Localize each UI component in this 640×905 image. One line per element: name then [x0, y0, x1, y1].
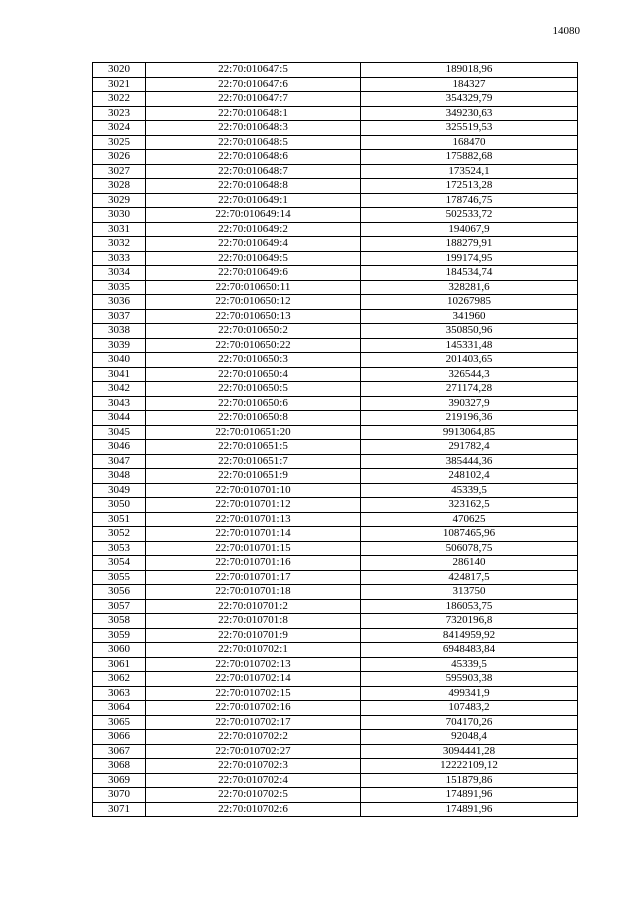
value-cell: 328281,6: [361, 280, 578, 295]
table-row: [93, 353, 578, 368]
cadastral-table: [92, 62, 578, 817]
table-row: [93, 164, 578, 179]
value-cell: 291782,4: [361, 440, 578, 455]
value-cell: 502533,72: [361, 208, 578, 223]
table-row: [93, 657, 578, 672]
cadastral-number-cell: 22:70:010701:13: [146, 512, 361, 527]
row-number-cell: 3069: [93, 773, 146, 788]
table-row: [93, 599, 578, 614]
table-row: [93, 715, 578, 730]
row-number-cell: 3055: [93, 570, 146, 585]
row-number-cell: 3058: [93, 614, 146, 629]
row-number-cell: 3037: [93, 309, 146, 324]
value-cell: 349230,63: [361, 106, 578, 121]
table-row: [93, 208, 578, 223]
cadastral-number-cell: 22:70:010647:5: [146, 63, 361, 78]
row-number-cell: 3049: [93, 483, 146, 498]
row-number-cell: 3063: [93, 686, 146, 701]
cadastral-number-cell: 22:70:010702:14: [146, 672, 361, 687]
table-row: [93, 121, 578, 136]
table-row: [93, 309, 578, 324]
table-row: [93, 730, 578, 745]
table-row: [93, 251, 578, 266]
row-number-cell: 3043: [93, 396, 146, 411]
value-cell: 506078,75: [361, 541, 578, 556]
cadastral-number-cell: 22:70:010701:18: [146, 585, 361, 600]
cadastral-number-cell: 22:70:010701:16: [146, 556, 361, 571]
row-number-cell: 3027: [93, 164, 146, 179]
row-number-cell: 3062: [93, 672, 146, 687]
row-number-cell: 3026: [93, 150, 146, 165]
row-number-cell: 3060: [93, 643, 146, 658]
cadastral-number-cell: 22:70:010701:17: [146, 570, 361, 585]
row-number-cell: 3033: [93, 251, 146, 266]
row-number-cell: 3045: [93, 425, 146, 440]
table-row: [93, 440, 578, 455]
row-number-cell: 3028: [93, 179, 146, 194]
value-cell: 6948483,84: [361, 643, 578, 658]
cadastral-number-cell: 22:70:010651:9: [146, 469, 361, 484]
cadastral-number-cell: 22:70:010702:16: [146, 701, 361, 716]
cadastral-number-cell: 22:70:010649:5: [146, 251, 361, 266]
table-row: [93, 396, 578, 411]
table-row: [93, 338, 578, 353]
table-row: [93, 614, 578, 629]
cadastral-number-cell: 22:70:010648:8: [146, 179, 361, 194]
row-number-cell: 3029: [93, 193, 146, 208]
cadastral-number-cell: 22:70:010648:1: [146, 106, 361, 121]
cadastral-number-cell: 22:70:010702:15: [146, 686, 361, 701]
table-row: [93, 237, 578, 252]
table-row: [93, 135, 578, 150]
table-row: [93, 382, 578, 397]
row-number-cell: 3042: [93, 382, 146, 397]
row-number-cell: 3022: [93, 92, 146, 107]
value-cell: 188279,91: [361, 237, 578, 252]
table-row: [93, 773, 578, 788]
cadastral-number-cell: 22:70:010650:11: [146, 280, 361, 295]
value-cell: 172513,28: [361, 179, 578, 194]
cadastral-number-cell: 22:70:010651:7: [146, 454, 361, 469]
table-row: [93, 425, 578, 440]
cadastral-number-cell: 22:70:010702:17: [146, 715, 361, 730]
row-number-cell: 3052: [93, 527, 146, 542]
value-cell: 219196,36: [361, 411, 578, 426]
row-number-cell: 3067: [93, 744, 146, 759]
value-cell: 178746,75: [361, 193, 578, 208]
table-row: [93, 106, 578, 121]
value-cell: 248102,4: [361, 469, 578, 484]
table-row: [93, 802, 578, 817]
table-row: [93, 193, 578, 208]
cadastral-number-cell: 22:70:010650:6: [146, 396, 361, 411]
value-cell: 350850,96: [361, 324, 578, 339]
cadastral-number-cell: 22:70:010649:2: [146, 222, 361, 237]
table-row: [93, 686, 578, 701]
table-row: [93, 367, 578, 382]
cadastral-number-cell: 22:70:010647:7: [146, 92, 361, 107]
row-number-cell: 3059: [93, 628, 146, 643]
row-number-cell: 3054: [93, 556, 146, 571]
table-row: [93, 280, 578, 295]
row-number-cell: 3031: [93, 222, 146, 237]
value-cell: 354329,79: [361, 92, 578, 107]
cadastral-number-cell: 22:70:010650:3: [146, 353, 361, 368]
table-row: [93, 512, 578, 527]
row-number-cell: 3050: [93, 498, 146, 513]
page-number: 14080: [552, 25, 580, 37]
cadastral-number-cell: 22:70:010701:14: [146, 527, 361, 542]
row-number-cell: 3034: [93, 266, 146, 281]
table-row: [93, 77, 578, 92]
cadastral-number-cell: 22:70:010702:4: [146, 773, 361, 788]
value-cell: 313750: [361, 585, 578, 600]
cadastral-number-cell: 22:70:010702:3: [146, 759, 361, 774]
row-number-cell: 3051: [93, 512, 146, 527]
cadastral-number-cell: 22:70:010648:5: [146, 135, 361, 150]
value-cell: 470625: [361, 512, 578, 527]
cadastral-number-cell: 22:70:010701:10: [146, 483, 361, 498]
cadastral-number-cell: 22:70:010702:2: [146, 730, 361, 745]
row-number-cell: 3038: [93, 324, 146, 339]
value-cell: 174891,96: [361, 802, 578, 817]
cadastral-number-cell: 22:70:010650:13: [146, 309, 361, 324]
value-cell: 3094441,28: [361, 744, 578, 759]
row-number-cell: 3056: [93, 585, 146, 600]
row-number-cell: 3024: [93, 121, 146, 136]
value-cell: 184327: [361, 77, 578, 92]
cadastral-number-cell: 22:70:010649:14: [146, 208, 361, 223]
value-cell: 286140: [361, 556, 578, 571]
value-cell: 173524,1: [361, 164, 578, 179]
row-number-cell: 3057: [93, 599, 146, 614]
table-row: [93, 672, 578, 687]
table-row: [93, 92, 578, 107]
row-number-cell: 3036: [93, 295, 146, 310]
table-row: [93, 63, 578, 78]
value-cell: 595903,38: [361, 672, 578, 687]
cadastral-number-cell: 22:70:010648:3: [146, 121, 361, 136]
value-cell: 175882,68: [361, 150, 578, 165]
table-row: [93, 150, 578, 165]
row-number-cell: 3070: [93, 788, 146, 803]
cadastral-number-cell: 22:70:010702:6: [146, 802, 361, 817]
table-row: [93, 266, 578, 281]
row-number-cell: 3021: [93, 77, 146, 92]
row-number-cell: 3068: [93, 759, 146, 774]
cadastral-number-cell: 22:70:010701:15: [146, 541, 361, 556]
value-cell: 341960: [361, 309, 578, 324]
cadastral-number-cell: 22:70:010702:13: [146, 657, 361, 672]
cadastral-number-cell: 22:70:010651:5: [146, 440, 361, 455]
cadastral-number-cell: 22:70:010650:2: [146, 324, 361, 339]
cadastral-number-cell: 22:70:010647:6: [146, 77, 361, 92]
cadastral-number-cell: 22:70:010650:8: [146, 411, 361, 426]
row-number-cell: 3030: [93, 208, 146, 223]
value-cell: 45339,5: [361, 657, 578, 672]
value-cell: 168470: [361, 135, 578, 150]
table-row: [93, 324, 578, 339]
value-cell: 385444,36: [361, 454, 578, 469]
value-cell: 1087465,96: [361, 527, 578, 542]
value-cell: 107483,2: [361, 701, 578, 716]
value-cell: 8414959,92: [361, 628, 578, 643]
row-number-cell: 3025: [93, 135, 146, 150]
table-row: [93, 179, 578, 194]
cadastral-number-cell: 22:70:010650:12: [146, 295, 361, 310]
value-cell: 499341,9: [361, 686, 578, 701]
row-number-cell: 3071: [93, 802, 146, 817]
cadastral-number-cell: 22:70:010649:4: [146, 237, 361, 252]
table-row: [93, 541, 578, 556]
cadastral-number-cell: 22:70:010701:9: [146, 628, 361, 643]
value-cell: 174891,96: [361, 788, 578, 803]
table-row: [93, 643, 578, 658]
row-number-cell: 3032: [93, 237, 146, 252]
row-number-cell: 3047: [93, 454, 146, 469]
table-row: [93, 585, 578, 600]
cadastral-number-cell: 22:70:010701:12: [146, 498, 361, 513]
table-body: [93, 63, 578, 817]
cadastral-number-cell: 22:70:010702:1: [146, 643, 361, 658]
row-number-cell: 3039: [93, 338, 146, 353]
value-cell: 184534,74: [361, 266, 578, 281]
table-row: [93, 498, 578, 513]
value-cell: 186053,75: [361, 599, 578, 614]
value-cell: 199174,95: [361, 251, 578, 266]
value-cell: 704170,26: [361, 715, 578, 730]
value-cell: 12222109,12: [361, 759, 578, 774]
row-number-cell: 3053: [93, 541, 146, 556]
table-row: [93, 570, 578, 585]
cadastral-number-cell: 22:70:010702:27: [146, 744, 361, 759]
table-row: [93, 469, 578, 484]
row-number-cell: 3020: [93, 63, 146, 78]
table-row: [93, 701, 578, 716]
row-number-cell: 3035: [93, 280, 146, 295]
row-number-cell: 3066: [93, 730, 146, 745]
row-number-cell: 3065: [93, 715, 146, 730]
row-number-cell: 3044: [93, 411, 146, 426]
cadastral-number-cell: 22:70:010648:6: [146, 150, 361, 165]
value-cell: 45339,5: [361, 483, 578, 498]
value-cell: 151879,86: [361, 773, 578, 788]
value-cell: 92048,4: [361, 730, 578, 745]
value-cell: 145331,48: [361, 338, 578, 353]
value-cell: 7320196,8: [361, 614, 578, 629]
row-number-cell: 3040: [93, 353, 146, 368]
value-cell: 9913064,85: [361, 425, 578, 440]
value-cell: 390327,9: [361, 396, 578, 411]
table-row: [93, 628, 578, 643]
cadastral-number-cell: 22:70:010701:2: [146, 599, 361, 614]
row-number-cell: 3046: [93, 440, 146, 455]
value-cell: 323162,5: [361, 498, 578, 513]
value-cell: 10267985: [361, 295, 578, 310]
value-cell: 424817,5: [361, 570, 578, 585]
value-cell: 326544,3: [361, 367, 578, 382]
cadastral-number-cell: 22:70:010649:6: [146, 266, 361, 281]
value-cell: 189018,96: [361, 63, 578, 78]
table-row: [93, 759, 578, 774]
table-row: [93, 222, 578, 237]
table-row: [93, 744, 578, 759]
table-row: [93, 411, 578, 426]
value-cell: 201403,65: [361, 353, 578, 368]
table-row: [93, 483, 578, 498]
cadastral-number-cell: 22:70:010702:5: [146, 788, 361, 803]
table-row: [93, 295, 578, 310]
row-number-cell: 3041: [93, 367, 146, 382]
value-cell: 194067,9: [361, 222, 578, 237]
row-number-cell: 3061: [93, 657, 146, 672]
row-number-cell: 3048: [93, 469, 146, 484]
table-row: [93, 788, 578, 803]
row-number-cell: 3064: [93, 701, 146, 716]
table-row: [93, 454, 578, 469]
table-row: [93, 527, 578, 542]
cadastral-number-cell: 22:70:010649:1: [146, 193, 361, 208]
cadastral-number-cell: 22:70:010651:20: [146, 425, 361, 440]
value-cell: 271174,28: [361, 382, 578, 397]
cadastral-number-cell: 22:70:010650:4: [146, 367, 361, 382]
table-row: [93, 556, 578, 571]
cadastral-number-cell: 22:70:010650:5: [146, 382, 361, 397]
cadastral-number-cell: 22:70:010701:8: [146, 614, 361, 629]
value-cell: 325519,53: [361, 121, 578, 136]
cadastral-number-cell: 22:70:010650:22: [146, 338, 361, 353]
cadastral-number-cell: 22:70:010648:7: [146, 164, 361, 179]
row-number-cell: 3023: [93, 106, 146, 121]
